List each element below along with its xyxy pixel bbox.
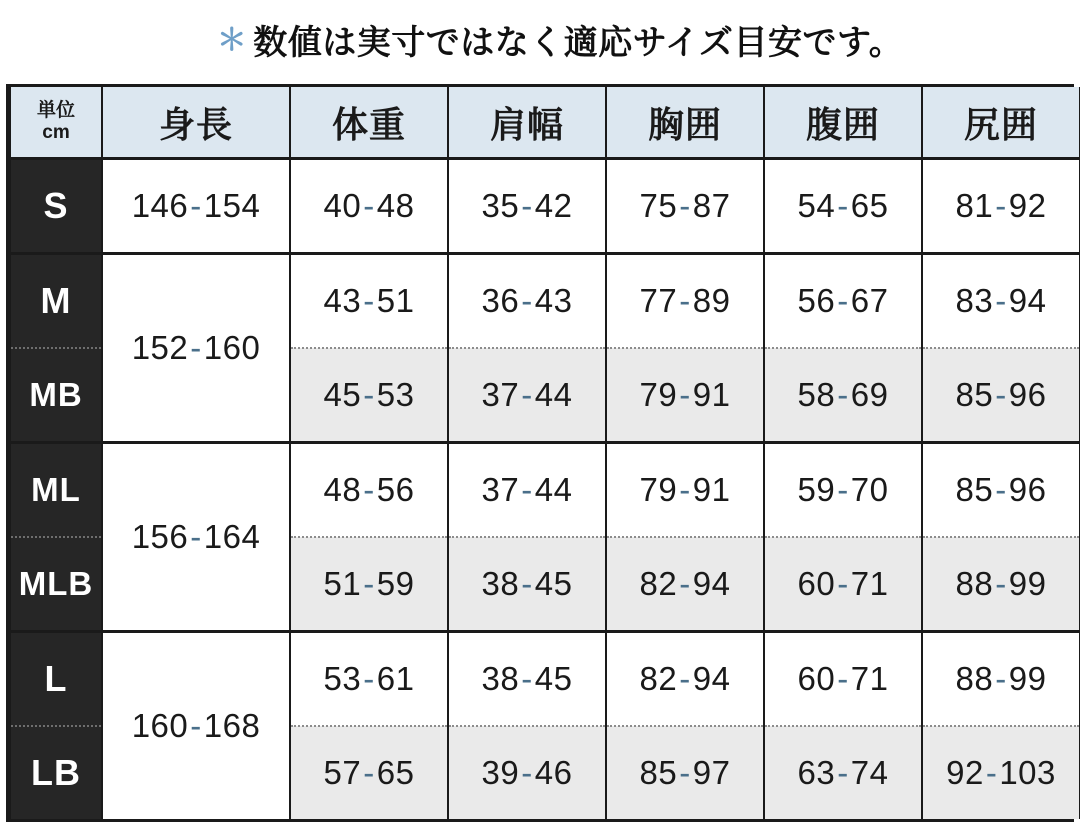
size-label-mb: MB [10,348,102,443]
shoulder-value-l: 38-45 [448,632,606,727]
column-header-weight: 体重 [290,87,448,159]
hip-value-mb: 85-96 [922,348,1080,443]
chest-value-l: 82-94 [606,632,764,727]
shoulder-value-m: 36-43 [448,254,606,349]
column-header-chest: 胸囲 [606,87,764,159]
hip-value-l: 88-99 [922,632,1080,727]
hip-value-lb: 92-103 [922,726,1080,819]
note-text: 数値は実寸ではなく適応サイズ目安です。 [253,23,904,62]
weight-value-lb: 57-65 [290,726,448,819]
shoulder-value-mlb: 38-45 [448,537,606,632]
column-header-hip: 尻囲 [922,87,1080,159]
shoulder-value-s: 35-42 [448,159,606,254]
chest-value-lb: 85-97 [606,726,764,819]
weight-value-mlb: 51-59 [290,537,448,632]
unit-label-line1: 単位 [36,100,75,122]
size-table-container [6,84,1074,822]
shoulder-value-ml: 37-44 [448,443,606,538]
weight-value-m: 43-51 [290,254,448,349]
unit-header [10,87,102,159]
waist-value-lb: 63-74 [764,726,922,819]
chest-value-s: 75-87 [606,159,764,254]
column-header-waist: 腹囲 [764,87,922,159]
size-label-l: L [10,632,102,727]
table-row [10,254,1080,349]
weight-value-ml: 48-56 [290,443,448,538]
header-row [10,87,1080,159]
note-line [0,0,1080,78]
column-header-height: 身長 [102,87,290,159]
weight-value-l: 53-61 [290,632,448,727]
hip-value-m: 83-94 [922,254,1080,349]
asterisk-icon: ＊ [216,24,248,57]
size-label-mlb: MLB [10,537,102,632]
waist-value-l: 60-71 [764,632,922,727]
size-label-ml: ML [10,443,102,538]
unit-label-line2: cm [42,122,70,143]
waist-value-mlb: 60-71 [764,537,922,632]
table-row [10,632,1080,727]
weight-value-mb: 45-53 [290,348,448,443]
weight-value-s: 40-48 [290,159,448,254]
height-value-m-mb: 152-160 [102,254,290,443]
waist-value-mb: 58-69 [764,348,922,443]
height-value-l-lb: 160-168 [102,632,290,820]
hip-value-ml: 85-96 [922,443,1080,538]
chest-value-mb: 79-91 [606,348,764,443]
waist-value-s: 54-65 [764,159,922,254]
table-header [10,87,1080,159]
size-label-m: M [10,254,102,349]
column-header-shoulder: 肩幅 [448,87,606,159]
chest-value-mlb: 82-94 [606,537,764,632]
height-value-s: 146-154 [102,159,290,254]
chest-value-m: 77-89 [606,254,764,349]
shoulder-value-mb: 37-44 [448,348,606,443]
waist-value-ml: 59-70 [764,443,922,538]
waist-value-m: 56-67 [764,254,922,349]
size-table [9,87,1080,819]
table-row [10,159,1080,254]
size-label-lb: LB [10,726,102,819]
chest-value-ml: 79-91 [606,443,764,538]
size-label-s: S [10,159,102,254]
shoulder-value-lb: 39-46 [448,726,606,819]
table-body [10,159,1080,820]
height-value-ml-mlb: 156-164 [102,443,290,632]
table-row [10,443,1080,538]
hip-value-s: 81-92 [922,159,1080,254]
hip-value-mlb: 88-99 [922,537,1080,632]
